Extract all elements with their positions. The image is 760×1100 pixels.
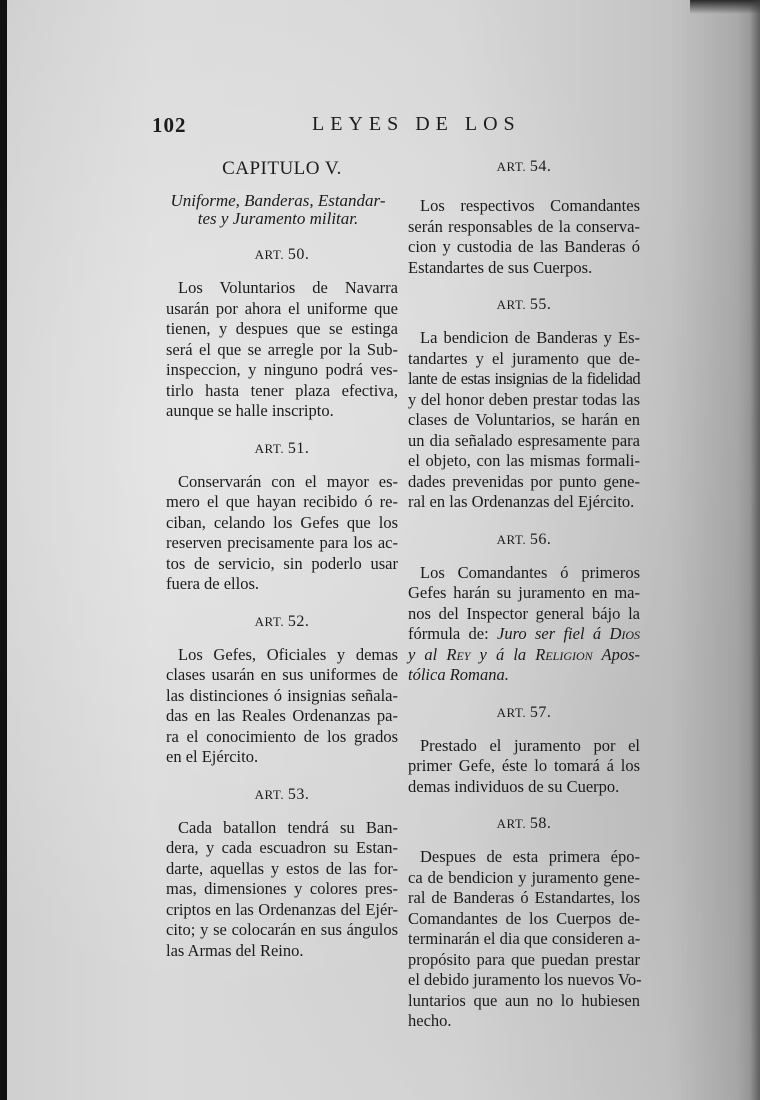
chapter-subtitle bbox=[158, 192, 398, 228]
article-heading bbox=[166, 440, 398, 458]
text-line: cito; y se colocarán en sus ángulos bbox=[166, 920, 398, 939]
article-heading bbox=[408, 704, 640, 722]
article-number: 50. bbox=[287, 246, 310, 263]
text-line: Gefes harán su juramento en ma- bbox=[408, 583, 640, 602]
text-line: el debido juramento los nuevos Vo- bbox=[408, 970, 642, 989]
article-number: 52. bbox=[287, 612, 310, 630]
text-line: La bendicion de Banderas y Es- bbox=[420, 328, 640, 347]
article-label: ART. bbox=[254, 440, 285, 456]
article-label: ART. bbox=[254, 786, 285, 802]
text-line-formula bbox=[408, 624, 640, 645]
text-line: tos de servicio, sin poderlo usar bbox=[166, 553, 398, 573]
oath-text: y al bbox=[408, 644, 447, 664]
article-number: 56. bbox=[529, 530, 552, 548]
article-number: 58. bbox=[529, 815, 552, 832]
article-number: 53. bbox=[287, 785, 310, 803]
text-line: Estandartes de sus Cuerpos. bbox=[408, 257, 593, 277]
text-line: ral de Banderas ó Estandartes, los bbox=[408, 888, 640, 907]
text-line: dades prevenidas por punto gene- bbox=[408, 471, 640, 491]
chapter-title: CAPITULO V. bbox=[222, 158, 342, 179]
text-line: criptos en las Ordenanzas del Ejér- bbox=[166, 899, 398, 919]
text-line: Comandantes de los Cuerpos de- bbox=[408, 908, 640, 928]
article-label: ART. bbox=[496, 297, 527, 312]
article-body bbox=[166, 472, 398, 595]
text-line: un dia señalado espresamente para bbox=[408, 430, 640, 450]
article-56 bbox=[408, 531, 640, 686]
text-line: clases usarán en sus uniformes de bbox=[166, 665, 398, 684]
article-heading bbox=[408, 531, 640, 549]
article-body bbox=[408, 563, 640, 686]
running-head-title: LEYES DE LOS bbox=[312, 113, 521, 135]
article-55 bbox=[408, 296, 640, 513]
text-line: Despues de esta primera épo- bbox=[420, 847, 640, 866]
article-number: 51. bbox=[287, 439, 310, 457]
article-body bbox=[408, 328, 640, 513]
text-line: tienen, y despues que se estinga bbox=[166, 319, 398, 338]
text-line: dera, y cada escuadron su Estan- bbox=[166, 838, 398, 857]
text-line: ra el conocimiento de los grados bbox=[166, 726, 398, 746]
text-line: usarán por ahora el uniforme que bbox=[166, 298, 398, 318]
text-line: clases de Voluntarios, se harán en bbox=[408, 410, 640, 429]
article-body bbox=[408, 847, 640, 1032]
article-54 bbox=[408, 158, 640, 278]
article-heading bbox=[408, 296, 640, 314]
text-line: el objeto, con las mismas formali- bbox=[408, 451, 640, 470]
article-52 bbox=[166, 613, 398, 768]
text-line: primer Gefe, éste lo tomará á los bbox=[408, 756, 640, 775]
oath-dios: Dios bbox=[609, 624, 641, 643]
text-line: reserven precisamente para los ac- bbox=[166, 533, 398, 552]
text-line-formula bbox=[408, 665, 640, 686]
article-label: ART. bbox=[254, 613, 285, 629]
text-line: aunque se halle inscripto. bbox=[166, 401, 334, 420]
text-line: Conservarán con el mayor es- bbox=[178, 471, 398, 491]
text-line: mero el que hayan recibido ó re- bbox=[166, 492, 398, 511]
article-heading bbox=[166, 246, 398, 264]
article-label: ART. bbox=[254, 247, 285, 262]
oath-text: tólica Romana. bbox=[408, 665, 509, 684]
chapter-subtitle-line: Uniforme, Banderas, Estandar- bbox=[170, 191, 386, 210]
scan-border-left bbox=[0, 0, 7, 1100]
article-51 bbox=[166, 440, 398, 595]
text-line-formula bbox=[408, 645, 640, 666]
running-head bbox=[152, 113, 612, 143]
text-line: Los Comandantes ó primeros bbox=[420, 562, 640, 582]
oath-religion: Religion bbox=[535, 644, 593, 664]
oath-text: Juro ser fiel á bbox=[497, 624, 610, 643]
article-57 bbox=[408, 704, 640, 798]
article-body bbox=[166, 645, 398, 768]
text-line: ca de bendicion y juramento gene- bbox=[408, 867, 640, 887]
article-number: 55. bbox=[529, 296, 552, 313]
text-line: terminarán el dia que consideren a- bbox=[408, 929, 641, 948]
oath-text: y á la bbox=[470, 644, 536, 664]
oath-rey: Rey bbox=[446, 644, 471, 664]
text-line: Los Gefes, Oficiales y demas bbox=[178, 644, 398, 664]
text-line: lante de estas insignias de la fidelidad bbox=[408, 369, 640, 388]
left-column bbox=[166, 158, 398, 979]
article-body bbox=[166, 818, 398, 962]
article-heading bbox=[166, 613, 398, 631]
scan-shadow-right bbox=[750, 0, 760, 1100]
text-line: las distinciones ó insignias señala- bbox=[166, 685, 398, 705]
text-line: demas individuos de su Cuerpo. bbox=[408, 776, 620, 796]
formula-intro: fórmula de: bbox=[408, 624, 498, 643]
text-line: inspeccion, y ninguno podrá ves- bbox=[166, 360, 398, 379]
article-label: ART. bbox=[496, 704, 527, 720]
article-58 bbox=[408, 815, 640, 1032]
article-number: 54. bbox=[529, 158, 552, 175]
text-line: será el que se arregle por la Sub- bbox=[166, 339, 398, 359]
article-53 bbox=[166, 786, 398, 962]
text-line: las Armas del Reino. bbox=[166, 940, 304, 960]
text-line: das en las Reales Ordenanzas pa- bbox=[166, 706, 398, 725]
text-line: tirlo hasta tener plaza efectiva, bbox=[166, 380, 398, 400]
text-line: tandartes y el juramento que de- bbox=[408, 348, 640, 368]
right-column bbox=[408, 158, 640, 1050]
article-label: ART. bbox=[496, 159, 527, 174]
text-line: serán responsables de la conserva- bbox=[408, 216, 640, 236]
text-line: darte, aquellas y estos de las for- bbox=[166, 858, 398, 878]
article-heading bbox=[408, 815, 640, 833]
text-line: Prestado el juramento por el bbox=[420, 735, 640, 755]
text-line: Los respectivos Comandantes bbox=[420, 196, 640, 215]
text-line: Los Voluntarios de Navarra bbox=[178, 278, 398, 297]
text-line: cion y custodia de las Banderas ó bbox=[408, 237, 640, 256]
text-line: Cada batallon tendrá su Ban- bbox=[178, 817, 398, 837]
text-line: propósito para que puedan prestar bbox=[408, 949, 640, 969]
oath-text: Apos- bbox=[592, 644, 640, 664]
article-label: ART. bbox=[496, 531, 527, 547]
text-line: fuera de ellos. bbox=[166, 574, 259, 593]
article-body bbox=[408, 196, 640, 278]
article-number: 57. bbox=[529, 703, 552, 721]
article-heading bbox=[166, 786, 398, 804]
article-label: ART. bbox=[496, 816, 527, 831]
article-body bbox=[408, 736, 640, 798]
text-line: hecho. bbox=[408, 1011, 452, 1030]
text-line: ral en las Ordenanzas del Ejército. bbox=[408, 492, 635, 511]
text-line: y del honor deben prestar todas las bbox=[408, 389, 640, 409]
article-body bbox=[166, 278, 398, 422]
text-line: en el Ejército. bbox=[166, 747, 259, 766]
text-line: luntarios que aun no lo hubiesen bbox=[408, 990, 640, 1010]
chapter-subtitle-line: tes y Juramento militar. bbox=[197, 209, 359, 228]
text-line: mas, dimensiones y colores pres- bbox=[166, 879, 398, 898]
article-50 bbox=[166, 246, 398, 422]
page-number: 102 bbox=[152, 113, 187, 137]
text-line: ciban, celando los Gefes que los bbox=[166, 512, 398, 532]
text-line: nos del Inspector general bájo la bbox=[408, 603, 640, 623]
article-heading bbox=[408, 158, 640, 176]
